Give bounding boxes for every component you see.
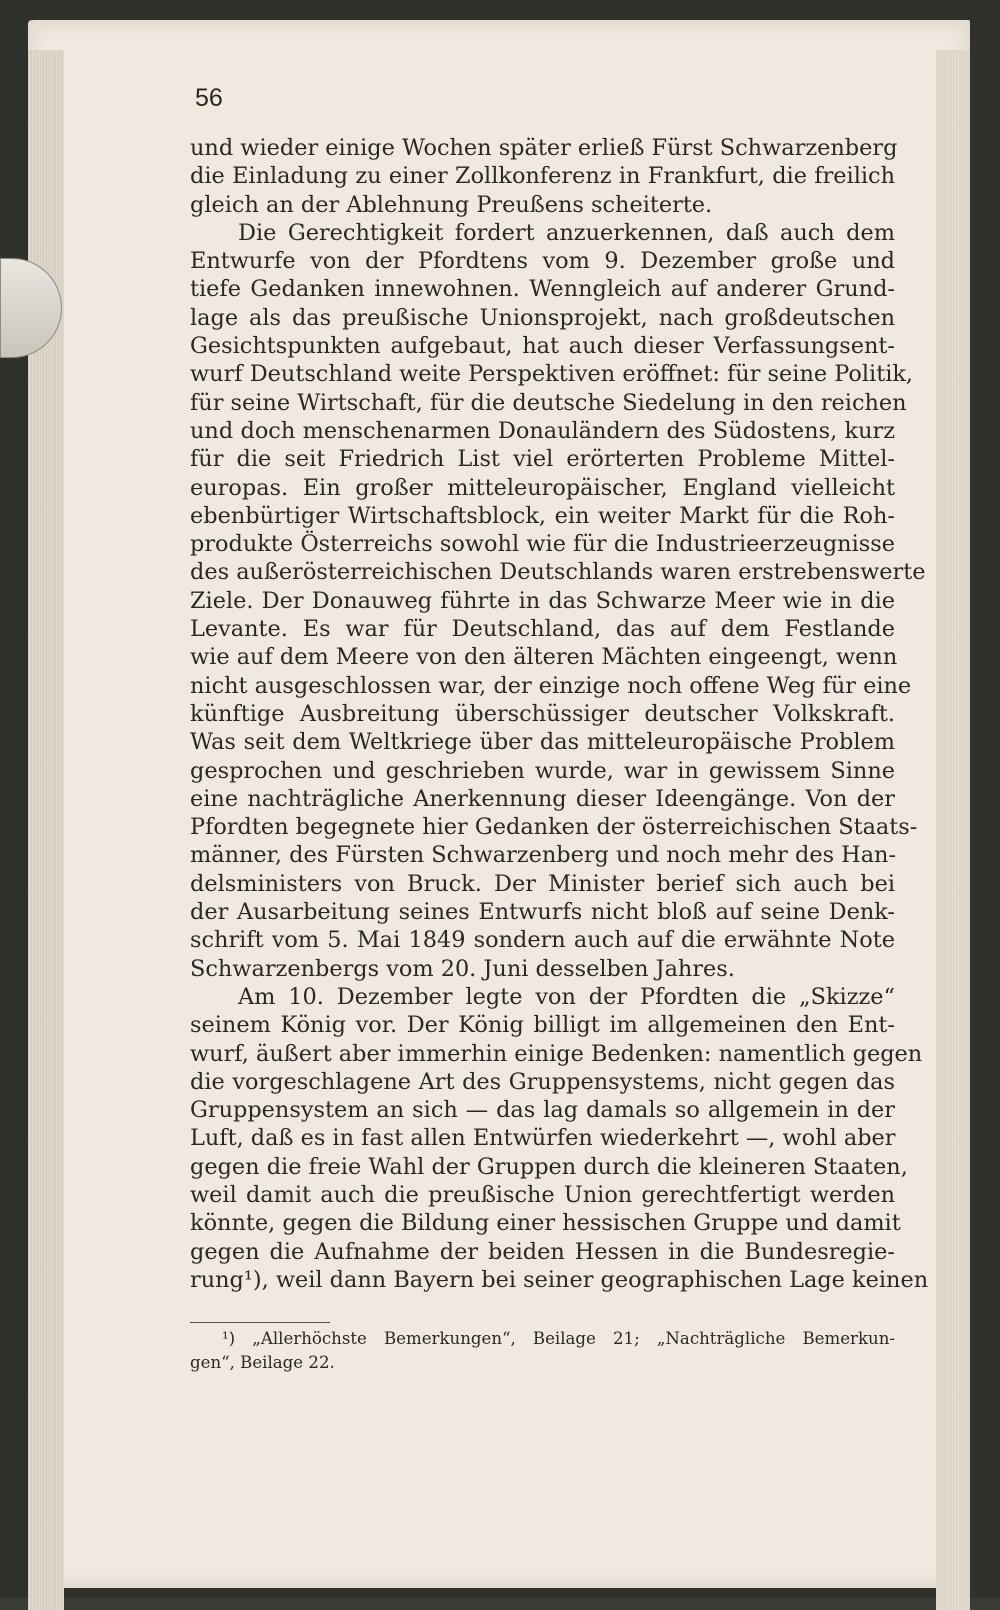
text-line: könnte, gegen die Bildung einer hessischen Gruppe und damit bbox=[190, 1210, 901, 1237]
text-line: europas. Ein großer mitteleuropäischer, England vielleicht bbox=[190, 474, 895, 501]
text-line: eine nachträgliche Anerkennung dieser Ideengänge. Von der bbox=[190, 785, 895, 812]
text-line: tiefe Gedanken innewohnen. Wenngleich auf anderer Grund- bbox=[190, 276, 895, 303]
text-line: lage als das preußische Unionsprojekt, nach großdeutschen bbox=[190, 304, 895, 331]
text-line: Die Gerechtigkeit fordert anzuerkennen, daß auch dem bbox=[238, 219, 895, 246]
text-line: gleich an der Ablehnung Preußens scheiterte. bbox=[190, 191, 713, 218]
page-number: 56 bbox=[195, 84, 223, 112]
text-line: Levante. Es war für Deutschland, das auf dem Festlande bbox=[190, 616, 895, 643]
text-line: Ziele. Der Donauweg führte in das Schwarze Meer wie in die bbox=[190, 587, 895, 614]
text-line: wie auf dem Meere von den älteren Mächten eingeengt, wenn bbox=[190, 644, 898, 671]
text-line: gegen die Aufnahme der beiden Hessen in die Bundesregie- bbox=[190, 1238, 895, 1265]
right-page-edges bbox=[936, 50, 970, 1610]
text-line: seinem König vor. Der König billigt im allgemeinen den Ent- bbox=[190, 1012, 895, 1039]
text-line: Pfordten begegnete hier Gedanken der österreichischen Staats- bbox=[190, 814, 918, 841]
text-line: für die seit Friedrich List viel erörterten Probleme Mittel- bbox=[190, 446, 895, 473]
text-line: produkte Österreichs sowohl wie für die Industrieerzeugnisse bbox=[190, 531, 895, 558]
text-line: des außerösterreichischen Deutschlands waren erstrebenswerte bbox=[190, 559, 926, 586]
text-line: Gruppensystem an sich — das lag damals so allgemein in der bbox=[190, 1097, 895, 1124]
text-line: Was seit dem Weltkriege über das mitteleuropäische Problem bbox=[190, 729, 895, 756]
text-line: die Einladung zu einer Zollkonferenz in Frankfurt, die freilich bbox=[190, 163, 895, 190]
text-line: für seine Wirtschaft, für die deutsche Siedelung in den reichen bbox=[190, 389, 907, 416]
text-line: schrift vom 5. Mai 1849 sondern auch auf die erwähnte Note bbox=[190, 927, 895, 954]
text-line: künftige Ausbreitung überschüssiger deutscher Volkskraft. bbox=[190, 700, 895, 727]
text-line: ebenbürtiger Wirtschaftsblock, ein weiter Markt für die Roh- bbox=[190, 502, 895, 529]
text-line: wurf Deutschland weite Perspektiven eröffnet: für seine Politik, bbox=[190, 361, 914, 388]
text-line: Am 10. Dezember legte von der Pfordten die „Skizze“ bbox=[238, 983, 895, 1010]
text-line: Entwurfe von der Pfordtens vom 9. Dezember große und bbox=[190, 248, 895, 275]
footnotes bbox=[190, 1327, 895, 1375]
text-line: und wieder einige Wochen später erließ Fürst Schwarzenberg bbox=[190, 135, 898, 161]
text-line: und doch menschenarmen Donauländern des Südostens, kurz bbox=[190, 417, 895, 444]
text-line: delsministers von Bruck. Der Minister berief sich auch bei bbox=[190, 870, 895, 897]
text-line: rung¹), weil dann Bayern bei seiner geographischen Lage keinen bbox=[190, 1266, 929, 1293]
text-line: Gesichtspunkten aufgebaut, hat auch dieser Verfassungsent- bbox=[190, 333, 895, 360]
text-line: männer, des Fürsten Schwarzenberg und noch mehr des Han- bbox=[190, 842, 897, 869]
text-line: wurf, äußert aber immerhin einige Bedenken: namentlich gegen bbox=[190, 1040, 923, 1067]
text-line: Schwarzenbergs vom 20. Juni desselben Jahres. bbox=[190, 955, 735, 982]
text-line: gesprochen und geschrieben wurde, war in gewissem Sinne bbox=[190, 757, 895, 784]
text-line: die vorgeschlagene Art des Gruppensystems, nicht gegen das bbox=[190, 1068, 895, 1095]
footnote-line: gen“, Beilage 22. bbox=[190, 1353, 335, 1372]
text-line: gegen die freie Wahl der Gruppen durch die kleineren Staaten, bbox=[190, 1153, 908, 1180]
text-line: der Ausarbeitung seines Entwurfs nicht bloß auf seine Denk- bbox=[190, 899, 895, 926]
body-text bbox=[190, 134, 929, 1294]
text-line: nicht ausgeschlossen war, der einzige noch offene Weg für eine bbox=[190, 672, 912, 699]
footnote-rule bbox=[190, 1322, 330, 1323]
text-line: Luft, daß es in fast allen Entwürfen wiederkehrt —, wohl aber bbox=[190, 1125, 896, 1152]
footnote-line: ¹) „Allerhöchste Bemerkungen“, Beilage 21; „Nachträgliche Bemerkun- bbox=[222, 1329, 895, 1348]
text-line: weil damit auch die preußische Union gerechtfertigt werden bbox=[190, 1181, 895, 1208]
